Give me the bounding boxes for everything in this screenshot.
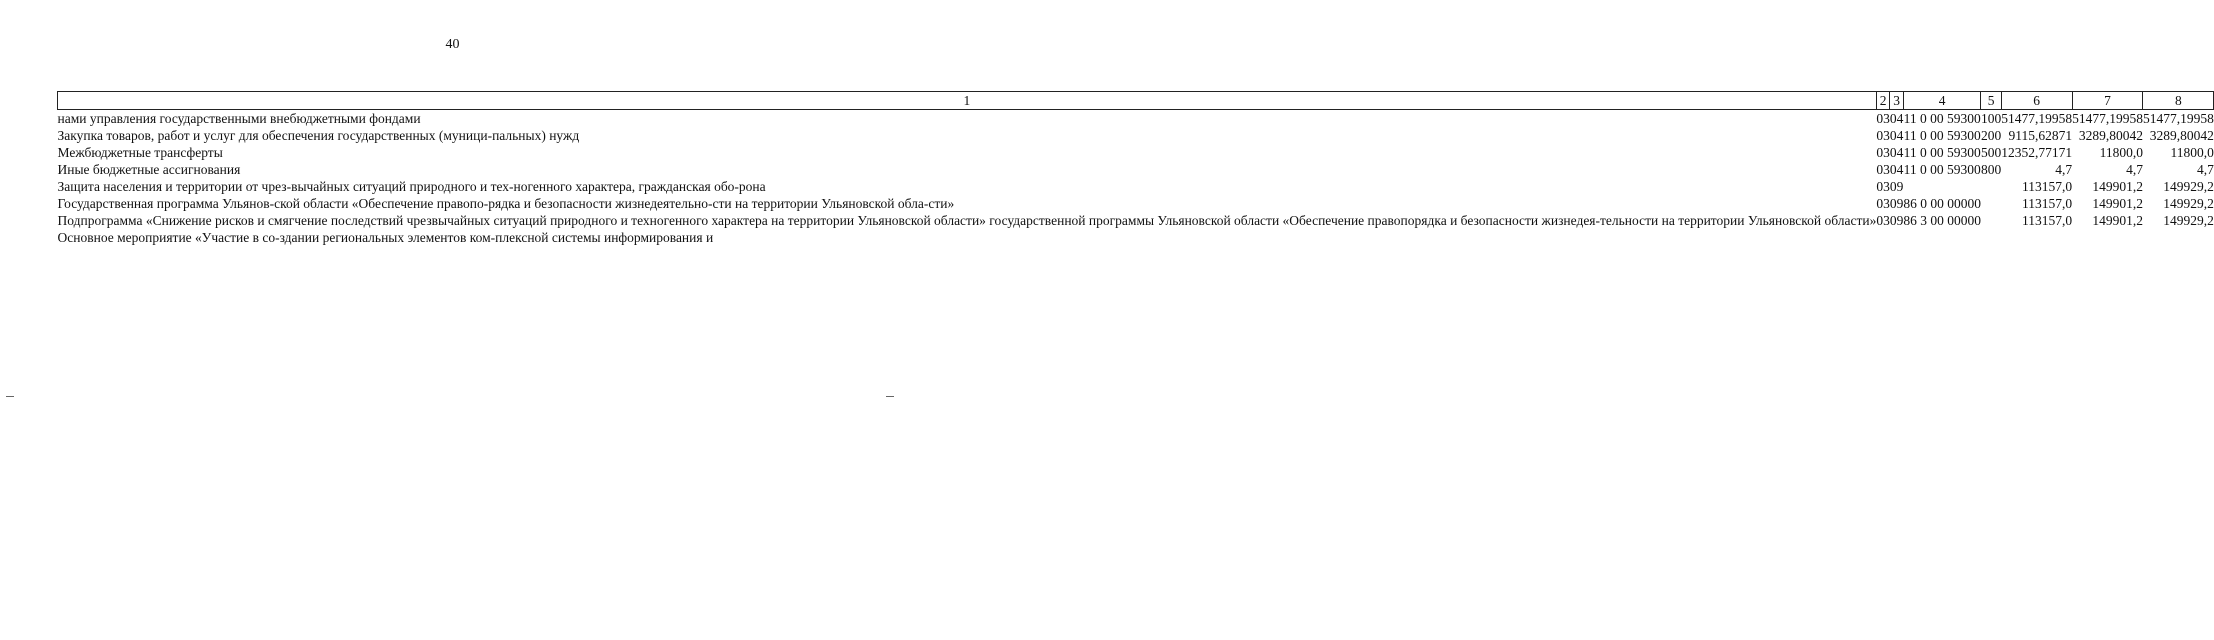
row-expense-type — [1981, 195, 2001, 212]
table-row — [58, 195, 2214, 212]
page-number: 40 — [445, 37, 460, 52]
row-target-article: 86 0 00 00000 — [1903, 196, 1981, 211]
column-header: 8 — [2143, 92, 2214, 110]
row-subsection: 04 — [1889, 111, 1904, 126]
margin-mark-right — [886, 396, 894, 397]
row-amount-8: 149929,2 — [2163, 179, 2214, 194]
row-amount-8: 4,7 — [2196, 162, 2214, 177]
column-header: 6 — [2001, 92, 2072, 110]
row-amount-7: 149901,2 — [2092, 179, 2143, 194]
column-header: 5 — [1981, 92, 2001, 110]
row-amount-8: 149929,2 — [2163, 196, 2214, 211]
row-section: 03 — [1876, 162, 1890, 177]
table-header-row — [58, 92, 2214, 110]
row-target-article: 11 0 00 59300 — [1903, 128, 1981, 143]
row-section — [1876, 229, 1890, 246]
column-header: 7 — [2072, 92, 2143, 110]
table-row — [58, 144, 2214, 161]
row-name: Иные бюджетные ассигнования — [57, 162, 241, 177]
row-amount-8: 149929,2 — [2163, 213, 2214, 228]
row-target-article — [1903, 229, 1981, 246]
row-target-article: 11 0 00 59300 — [1903, 111, 1981, 126]
row-amount-6: 113157,0 — [2021, 196, 2073, 211]
row-amount-8: 3289,80042 — [2149, 128, 2214, 143]
row-amount-7: 11800,0 — [2099, 145, 2143, 160]
row-amount-7: 149901,2 — [2092, 196, 2143, 211]
row-target-article: 11 0 00 59300 — [1903, 162, 1981, 177]
row-amount-7 — [2072, 229, 2143, 246]
column-header: 1 — [58, 92, 1877, 110]
row-name: Государственная программа Ульянов-ской области «Обеспечение правопо-рядка и безопасности жизнедеятельно-сти на территории Ульяновской обла-сти» — [57, 196, 955, 211]
row-target-article: 86 3 00 00000 — [1903, 213, 1981, 228]
row-section: 03 — [1876, 145, 1890, 160]
margin-mark-left — [6, 396, 14, 397]
row-name: Подпрограмма «Снижение рисков и смягчение последствий чрезвычайных ситуаций природного и техногенного характера на территории Ульяновской области» государственной программы Ульяновской области «Обеспечение правопорядка и безопасности жизнедея-тельности на территории Ульяновской области» — [57, 213, 1877, 228]
row-amount-7: 4,7 — [2126, 162, 2143, 177]
row-target-article: 11 0 00 59300 — [1903, 145, 1981, 160]
row-expense-type — [1981, 178, 2001, 195]
row-amount-6: 9115,62871 — [2008, 128, 2073, 143]
row-section: 03 — [1876, 111, 1890, 126]
row-subsection: 09 — [1889, 196, 1904, 211]
table-row — [58, 127, 2214, 144]
row-section: 03 — [1876, 196, 1890, 211]
table-row — [58, 229, 2214, 246]
column-header: 2 — [1876, 92, 1890, 110]
row-amount-6: 113157,0 — [2021, 213, 2073, 228]
row-amount-8 — [2143, 229, 2214, 246]
row-subsection: 09 — [1889, 179, 1904, 194]
table-row — [58, 161, 2214, 178]
row-amount-7: 149901,2 — [2092, 213, 2143, 228]
row-amount-6: 113157,0 — [2021, 179, 2073, 194]
column-header: 3 — [1890, 92, 1904, 110]
row-subsection: 04 — [1889, 162, 1904, 177]
row-name: нами управления государственными внебюджетными фондами — [57, 111, 421, 126]
table-row — [58, 178, 2214, 195]
row-amount-7: 3289,80042 — [2078, 128, 2143, 143]
row-subsection: 04 — [1889, 128, 1904, 143]
row-subsection: 04 — [1889, 145, 1904, 160]
row-expense-type — [1981, 212, 2001, 229]
row-section: 03 — [1876, 213, 1890, 228]
row-name: Основное мероприятие «Участие в со-здании региональных элементов ком-плексной системы информирования и — [57, 230, 714, 245]
table-row — [58, 110, 2214, 128]
row-expense-type — [1981, 229, 2001, 246]
column-header: 4 — [1903, 92, 1981, 110]
row-name: Защита населения и территории от чрез-вычайных ситуаций природного и тех-ногенного характера, гражданская обо-рона — [57, 179, 766, 194]
row-expense-type: 800 — [1980, 162, 2002, 177]
row-amount-6 — [2001, 229, 2072, 246]
row-name: Закупка товаров, работ и услуг для обеспечения государственных (муници-пальных) нужд — [57, 128, 580, 143]
row-expense-type: 500 — [1980, 145, 2002, 160]
row-amount-6: 51477,19958 — [2001, 111, 2073, 126]
row-subsection — [1890, 229, 1904, 246]
row-subsection: 09 — [1889, 213, 1904, 228]
row-amount-6: 4,7 — [2055, 162, 2073, 177]
row-amount-7: 51477,19958 — [2072, 111, 2143, 126]
row-amount-6: 12352,77171 — [2001, 145, 2073, 160]
row-expense-type: 100 — [1980, 111, 2002, 126]
row-section: 03 — [1876, 128, 1890, 143]
row-amount-8: 11800,0 — [2170, 145, 2214, 160]
row-section: 03 — [1876, 179, 1890, 194]
row-target-article — [1903, 178, 1981, 195]
budget-table — [57, 91, 2214, 246]
row-name: Межбюджетные трансферты — [57, 145, 223, 160]
row-amount-8: 51477,19958 — [2142, 111, 2214, 126]
table-row — [58, 212, 2214, 229]
row-expense-type: 200 — [1980, 128, 2002, 143]
